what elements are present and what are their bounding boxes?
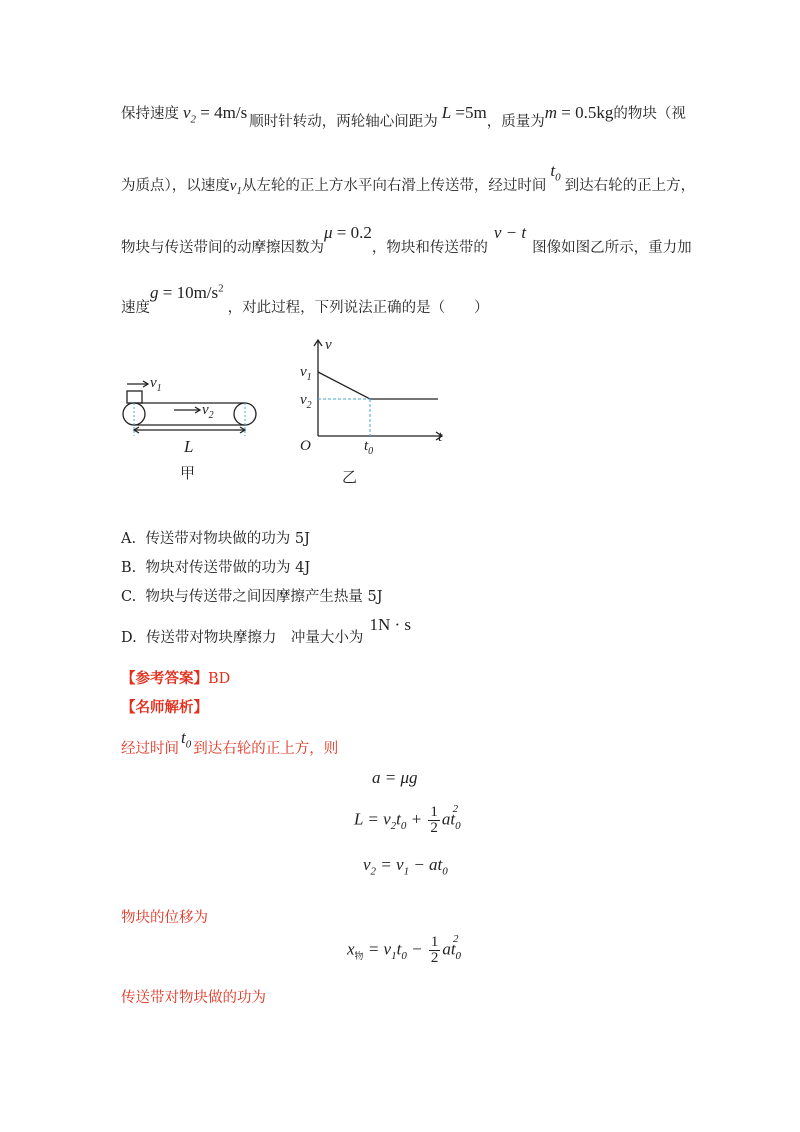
option-label: A. bbox=[121, 531, 137, 547]
figure-jia bbox=[112, 370, 282, 485]
L-label: L bbox=[184, 437, 194, 456]
answer-value: BD bbox=[208, 671, 231, 687]
block bbox=[127, 391, 142, 403]
equation-v2: $v_2 = v_1 - at_0$ bbox=[363, 855, 448, 878]
option-text: 传送带对物块做的功为 5J bbox=[145, 531, 310, 547]
mu-value: = 0.2 bbox=[332, 223, 372, 242]
origin-label: O bbox=[300, 438, 311, 454]
t0-tick-label: $t_0$ bbox=[364, 438, 374, 457]
text: ，质量为 bbox=[486, 114, 545, 130]
problem-line-3 bbox=[121, 222, 692, 256]
problem-line-4 bbox=[121, 282, 489, 316]
right-wheel bbox=[234, 403, 256, 425]
figure-yi bbox=[292, 330, 452, 490]
text: 到达右轮的正上方，则 bbox=[193, 741, 339, 757]
v2-symbol: $v_2$ bbox=[183, 103, 197, 126]
option-d bbox=[121, 614, 411, 646]
text: 物块与传送带间的动摩擦因数为 bbox=[121, 240, 324, 256]
option-c bbox=[121, 585, 383, 606]
v1-label: $v_1$ bbox=[150, 375, 162, 394]
text: 保持速度 bbox=[121, 106, 179, 122]
v2-value: = 4m/s bbox=[196, 103, 248, 122]
equation-x: $x_物 = v_1t_0$ − $\frac{1}{2}$ $at_0^2$ bbox=[347, 932, 462, 966]
y-axis-label: v bbox=[325, 337, 332, 353]
x-axis-label: t bbox=[438, 429, 443, 445]
mu-symbol: μ bbox=[324, 223, 333, 242]
L-symbol: L bbox=[441, 103, 452, 122]
text: 为质点），以速度 bbox=[121, 178, 230, 194]
option-label: B. bbox=[121, 560, 137, 576]
problem-line-2 bbox=[121, 161, 696, 197]
v2-tick-label: $v_2$ bbox=[300, 392, 312, 411]
caption-yi: 乙 bbox=[342, 468, 358, 486]
caption-jia: 甲 bbox=[180, 464, 196, 482]
left-wheel bbox=[123, 403, 145, 425]
option-b bbox=[121, 556, 310, 577]
answer bbox=[121, 667, 230, 688]
work-label: 传送带对物块做的功为 bbox=[121, 990, 266, 1006]
answer-label: 【参考答案】 bbox=[121, 670, 208, 687]
text: 的物块（视 bbox=[613, 106, 686, 122]
option-math: 1N · s bbox=[369, 615, 411, 634]
t0-symbol: $t_0$ bbox=[181, 728, 192, 751]
option-label: D. bbox=[121, 630, 137, 646]
t0-symbol: $t_0$ bbox=[550, 161, 561, 184]
option-text: 物块对传送带做的功为 4J bbox=[145, 560, 311, 576]
text: 图像如图乙所示，重力加 bbox=[532, 240, 692, 256]
equation-a-mu-g: a = μg bbox=[372, 768, 418, 787]
text: 顺时针转动，两轮轴心间距为 bbox=[249, 114, 438, 130]
block-vt-line bbox=[318, 372, 438, 399]
v2-label: $v_2$ bbox=[202, 402, 214, 421]
text: ，物块和传送带的 bbox=[371, 240, 488, 256]
text: ，对此过程，下列说法正确的是（ ） bbox=[227, 300, 489, 316]
v1-symbol: $v_1$ bbox=[229, 178, 242, 197]
L-value: =5m bbox=[451, 103, 487, 122]
v1-tick-label: $v_1$ bbox=[300, 364, 312, 383]
option-text: 传送带对物块摩擦力 冲量大小为 bbox=[145, 630, 364, 646]
equation-L: $L = v_2t_0$ + $\frac{1}{2}$ $at_0^2$ bbox=[354, 802, 461, 836]
displacement-label: 物块的位移为 bbox=[121, 910, 208, 926]
text: 经过时间 bbox=[121, 741, 179, 757]
m-value: = 0.5kg bbox=[557, 103, 614, 122]
analysis-line-1 bbox=[121, 727, 339, 757]
option-text: 物块与传送带之间因摩擦产生热量 5J bbox=[145, 589, 383, 605]
option-a bbox=[121, 527, 310, 548]
g-value: = $10m/s^2$ bbox=[158, 282, 224, 302]
vt-symbol: v − t bbox=[493, 223, 527, 242]
m-symbol: m bbox=[544, 103, 558, 122]
analysis-label: 【名师解析】 bbox=[121, 699, 208, 716]
text: 到达右轮的正上方， bbox=[564, 178, 696, 194]
text: 速度 bbox=[121, 300, 150, 316]
problem-line-1 bbox=[121, 102, 686, 130]
text: 从左轮的正上方水平向右滑上传送带，经过时间 bbox=[241, 178, 547, 194]
g-symbol: g bbox=[150, 283, 159, 302]
option-label: C. bbox=[121, 589, 137, 605]
